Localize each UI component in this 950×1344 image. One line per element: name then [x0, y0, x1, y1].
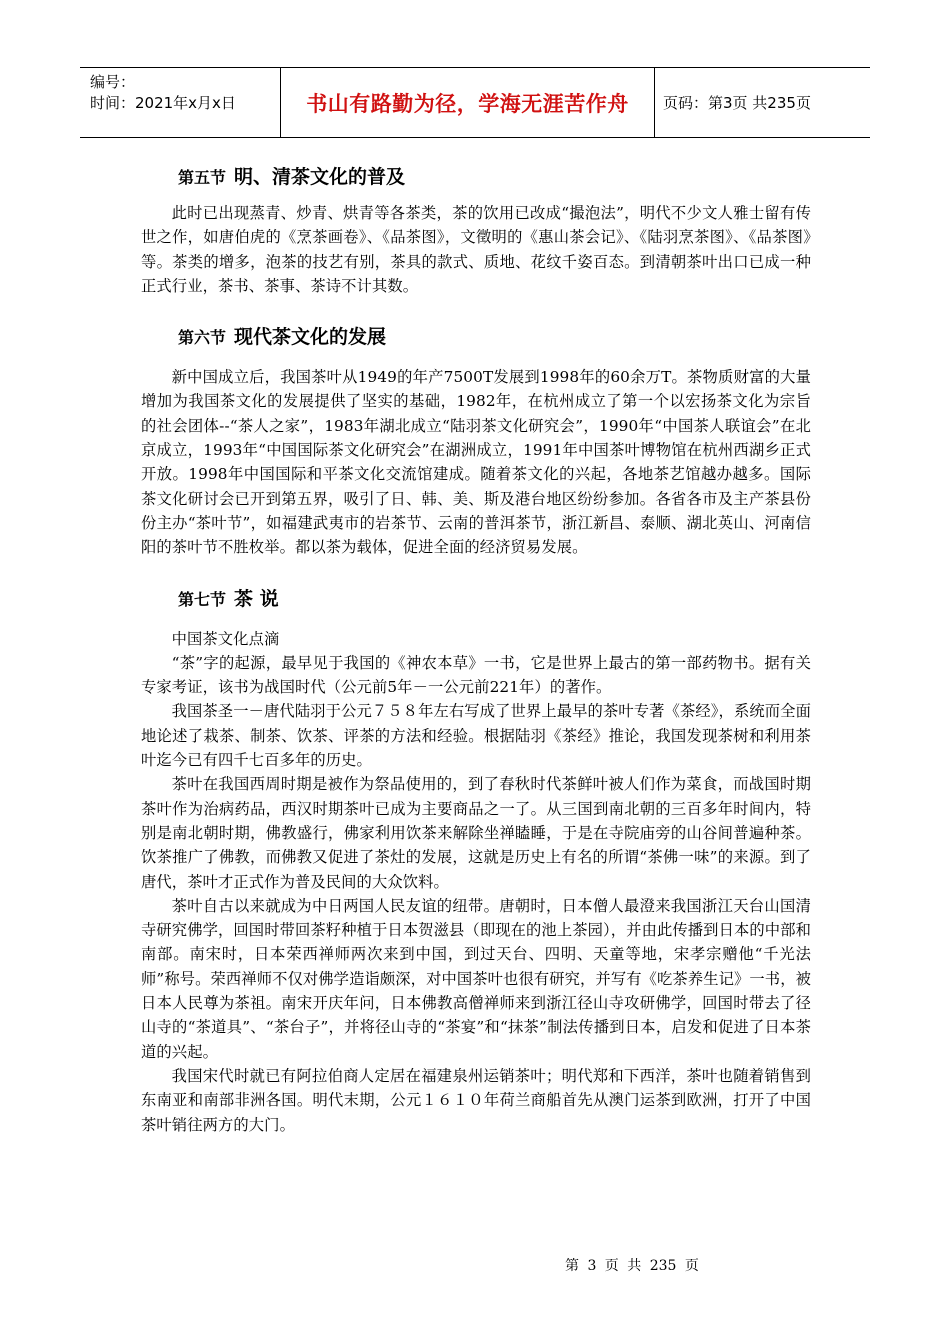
code-label: 编号： — [90, 73, 136, 91]
header-page-label: 页码：第3页 共235页 — [654, 68, 870, 137]
header-motto: 书山有路勤为径，学海无涯苦作舟 — [280, 68, 654, 137]
section-heading-6 — [141, 322, 811, 353]
page-header — [80, 67, 870, 138]
paragraph: 茶叶在我国西周时期是被作为祭品使用的，到了春秋时代茶鲜叶被人们作为菜食，而战国时期茶叶作为治病药品，西汉时期茶叶已成为主要商品之一了。从三国到南北朝的三百多年时间内，特别是南北朝时期，佛教盛行，佛家利用饮茶来解除坐禅瞌睡，于是在寺院庙旁的山谷间普遍种茶。饮茶推广了佛教，而佛教又促进了茶灶的发展，这就是历史上有名的所谓“茶佛一味”的来源。到了唐代，茶叶才正式作为普及民间的大众饮料。 — [141, 775, 811, 891]
paragraph-subheading: 中国茶文化点滴 — [171, 629, 280, 648]
section-title: 现代茶文化的发展 — [234, 326, 387, 349]
paragraph: 此时已出现蒸青、炒青、烘青等各茶类，茶的饮用已改成“撮泡法”，明代不少文人雅士留有传世之作，如唐伯虎的《烹茶画卷》、《品茶图》，文徵明的《惠山茶会记》、《陆羽烹茶图》、《品茶图》等。茶类的增多，泡茶的技艺有别，茶具的款式、质地、花纹千姿百态。到清朝茶叶出口已成一种正式行业，茶书、茶事、茶诗不计其数。 — [141, 204, 811, 295]
header-meta — [80, 68, 280, 137]
paragraph: 新中国成立后，我国茶叶从1949的年产7500T发展到1998年的60余万T。茶物质财富的大量增加为我国茶文化的发展提供了坚实的基础，1982年，在杭州成立了第一个以宏扬茶文化为宗旨的社会团体--“茶人之家”，1983年湖北成立“陆羽茶文化研究会”，1990年“中国茶人联谊会”在北京成立，1993年“中国国际茶文化研究会”在湖洲成立，1991年中国茶叶博物馆在杭州西湖乡正式开放。1998年中国国际和平茶文化交流馆建成。随着茶文化的兴起，各地茶艺馆越办越多。国际茶文化研讨会已开到第五界，吸引了日、韩、美、斯及港台地区纷纷参加。各省各市及主产茶县份份主办“茶叶节”，如福建武夷市的岩茶节、云南的普洱茶节，浙江新昌、泰顺、湖北英山、河南信阳的茶叶节不胜枚举。都以茶为载体，促进全面的经济贸易发展。 — [141, 368, 811, 557]
paragraph: “茶”字的起源，最早见于我国的《神农本草》一书，它是世界上最古的第一部药物书。据有关专家考证，该书为战国时代（公元前5年－一公元前221年）的著作。 — [141, 653, 811, 697]
time-label: 时间：2021年x月x日 — [90, 94, 236, 112]
section-title: 茶 说 — [234, 587, 279, 610]
page-footer: 第 3 页 共 235 页 — [565, 1258, 699, 1274]
section-7-body — [141, 627, 811, 1137]
section-number: 第六节 — [178, 328, 227, 348]
section-heading-5 — [141, 162, 811, 193]
section-number: 第五节 — [178, 168, 227, 187]
section-5-body — [141, 201, 811, 298]
paragraph: 我国宋代时就已有阿拉伯商人定居在福建泉州运销茶叶；明代郑和下西洋，茶叶也随着销售到东南亚和南部非洲各国。明代末期，公元１６１０年荷兰商船首先从澳门运茶到欧洲，打开了中国茶叶销往两方的大门。 — [141, 1066, 811, 1134]
paragraph: 我国茶圣一－唐代陆羽于公元７５８年左右写成了世界上最早的茶叶专著《茶经》，系统而全面地论述了栽茶、制茶、饮茶、评茶的方法和经验。根据陆羽《茶经》推论，我国发现茶树和利用茶叶迄今已有四千七百多年的历史。 — [141, 702, 811, 770]
section-title: 明、清茶文化的普及 — [234, 166, 406, 188]
document-body — [141, 162, 811, 1137]
paragraph: 茶叶自古以来就成为中日两国人民友谊的纽带。唐朝时，日本僧人最澄来我国浙江天台山国清寺研究佛学，回国时带回茶籽种植于日本贺滋县（即现在的池上茶园），并由此传播到日本的中部和南部。南宋时，日本荣西禅师两次来到中国，到过天台、四明、天童等地，宋孝宗赠他“千光法师”称号。荣西禅师不仅对佛学造诣颇深，对中国茶叶也很有研究，并写有《吃茶养生记》一书，被日本人民尊为茶祖。南宋开庆年问，日本佛教高僧禅师来到浙江径山寺攻研佛学，回国时带去了径山寺的“茶道具”、“茶台子”，并将径山寺的“茶宴”和“抹茶”制法传播到日本，启发和促进了日本茶道的兴起。 — [141, 896, 811, 1061]
section-6-body — [141, 365, 811, 559]
section-number: 第七节 — [178, 589, 227, 609]
section-heading-7 — [141, 584, 811, 615]
